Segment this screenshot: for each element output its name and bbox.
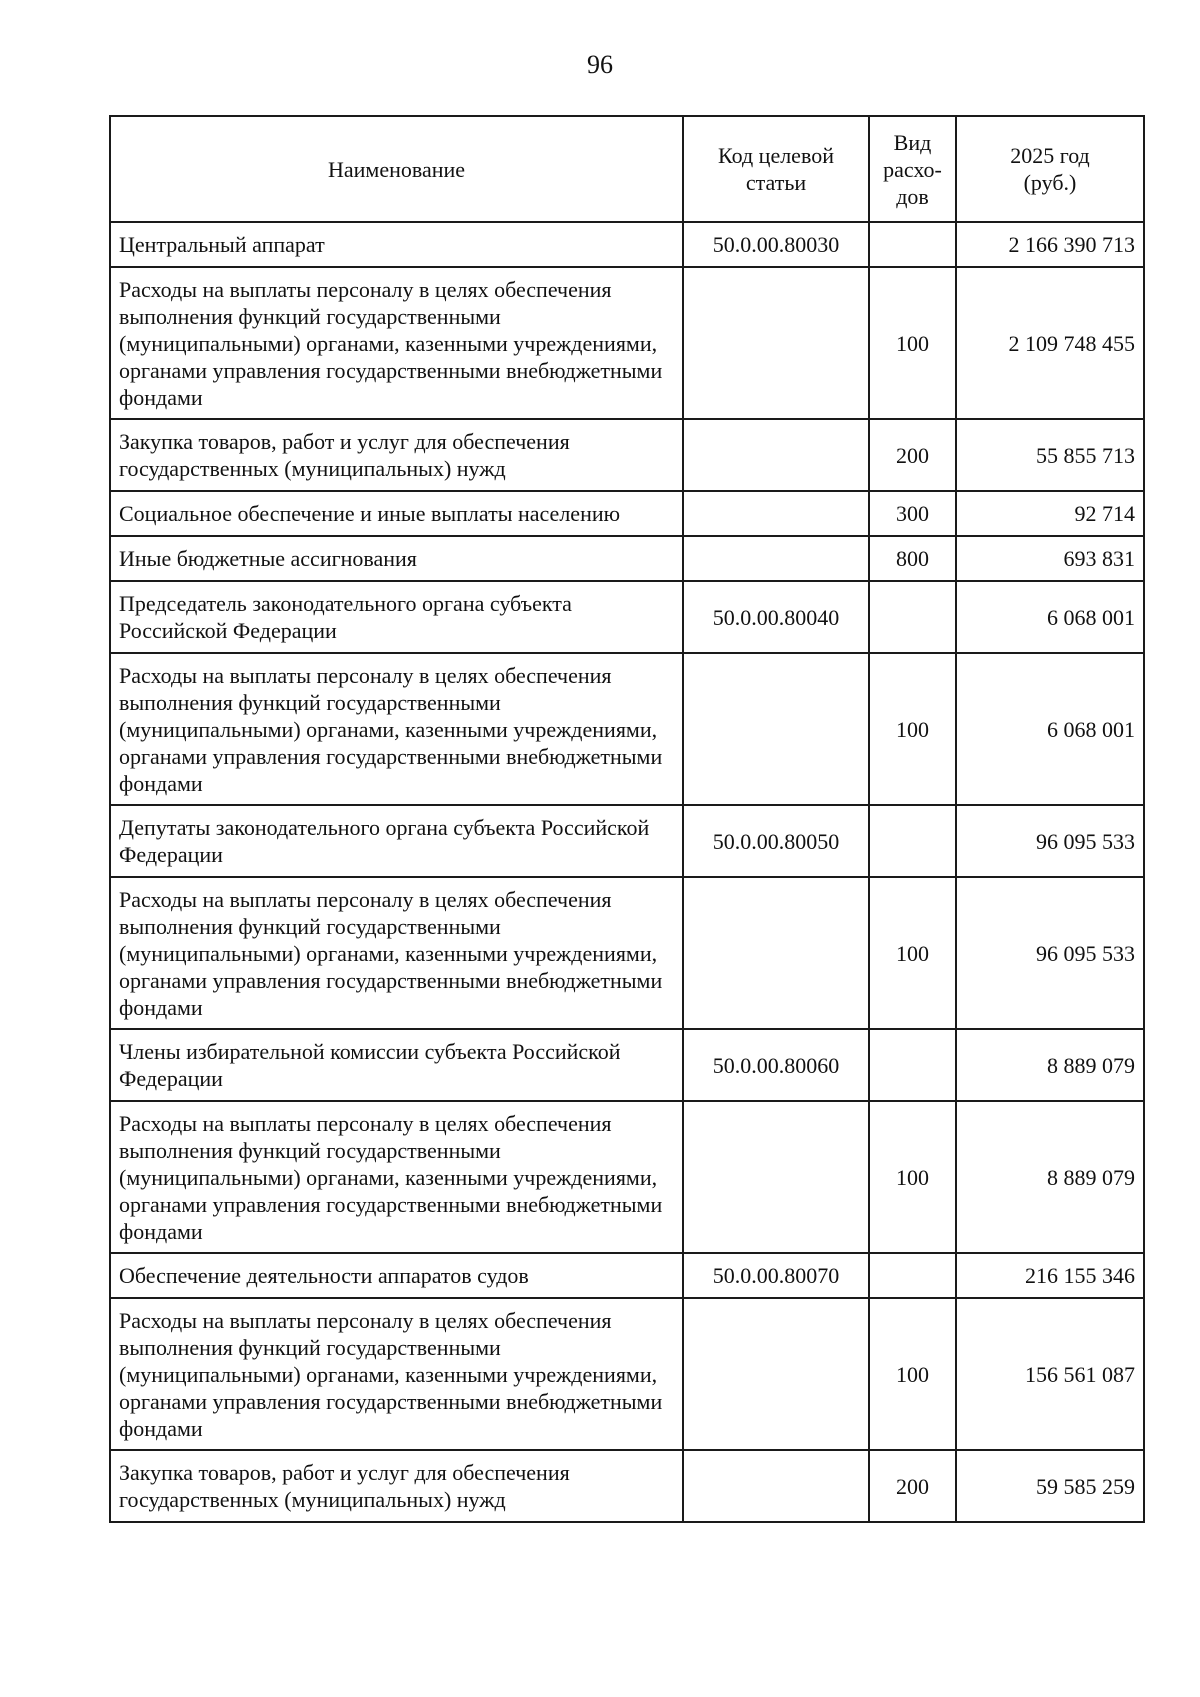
table-row [110, 1450, 1144, 1522]
cell-code [683, 419, 869, 491]
cell-type: 100 [869, 1298, 956, 1450]
cell-name: Расходы на выплаты персоналу в целях обеспечения выполнения функций государственными (муниципальными) органами, казенными учреждениями, органами управления государственными внебюджетными фондами [110, 877, 683, 1029]
cell-code [683, 267, 869, 419]
header-name: Наименование [110, 116, 683, 222]
cell-code [683, 877, 869, 1029]
cell-sum: 8 889 079 [956, 1029, 1144, 1101]
cell-type [869, 805, 956, 877]
cell-sum: 96 095 533 [956, 877, 1144, 1029]
cell-name: Члены избирательной комиссии субъекта Российской Федерации [110, 1029, 683, 1101]
cell-sum: 55 855 713 [956, 419, 1144, 491]
header-code: Код целевой статьи [683, 116, 869, 222]
cell-sum: 8 889 079 [956, 1101, 1144, 1253]
cell-type [869, 1253, 956, 1298]
cell-sum: 92 714 [956, 491, 1144, 536]
cell-name: Закупка товаров, работ и услуг для обеспечения государственных (муниципальных) нужд [110, 419, 683, 491]
cell-sum: 59 585 259 [956, 1450, 1144, 1522]
cell-code: 50.0.00.80040 [683, 581, 869, 653]
budget-table [109, 115, 1145, 1523]
cell-type: 300 [869, 491, 956, 536]
table-row [110, 1029, 1144, 1101]
table-row [110, 1298, 1144, 1450]
cell-name: Центральный аппарат [110, 222, 683, 267]
table-row [110, 491, 1144, 536]
cell-code: 50.0.00.80070 [683, 1253, 869, 1298]
cell-type: 100 [869, 267, 956, 419]
cell-name: Иные бюджетные ассигнования [110, 536, 683, 581]
cell-name: Депутаты законодательного органа субъекта Российской Федерации [110, 805, 683, 877]
cell-sum: 2 109 748 455 [956, 267, 1144, 419]
cell-type: 200 [869, 1450, 956, 1522]
table-row [110, 581, 1144, 653]
cell-code [683, 653, 869, 805]
cell-code [683, 1298, 869, 1450]
table-row [110, 1253, 1144, 1298]
header-type: Вид расхо- дов [869, 116, 956, 222]
cell-type: 100 [869, 877, 956, 1029]
page-number: 96 [587, 50, 613, 79]
cell-name: Председатель законодательного органа субъекта Российской Федерации [110, 581, 683, 653]
cell-sum: 156 561 087 [956, 1298, 1144, 1450]
table-row [110, 877, 1144, 1029]
cell-code: 50.0.00.80050 [683, 805, 869, 877]
table-row [110, 805, 1144, 877]
table-header-row [110, 116, 1144, 222]
cell-type: 800 [869, 536, 956, 581]
cell-type [869, 581, 956, 653]
cell-sum: 693 831 [956, 536, 1144, 581]
table-row [110, 653, 1144, 805]
cell-name: Обеспечение деятельности аппаратов судов [110, 1253, 683, 1298]
table-row [110, 536, 1144, 581]
cell-type: 100 [869, 1101, 956, 1253]
cell-type: 100 [869, 653, 956, 805]
cell-name: Закупка товаров, работ и услуг для обеспечения государственных (муниципальных) нужд [110, 1450, 683, 1522]
cell-type: 200 [869, 419, 956, 491]
cell-name: Социальное обеспечение и иные выплаты населению [110, 491, 683, 536]
cell-name: Расходы на выплаты персоналу в целях обеспечения выполнения функций государственными (муниципальными) органами, казенными учреждениями, органами управления государственными внебюджетными фондами [110, 1298, 683, 1450]
cell-name: Расходы на выплаты персоналу в целях обеспечения выполнения функций государственными (муниципальными) органами, казенными учреждениями, органами управления государственными внебюджетными фондами [110, 1101, 683, 1253]
table-row [110, 267, 1144, 419]
cell-code [683, 1101, 869, 1253]
cell-name: Расходы на выплаты персоналу в целях обеспечения выполнения функций государственными (муниципальными) органами, казенными учреждениями, органами управления государственными внебюджетными фондами [110, 267, 683, 419]
cell-sum: 216 155 346 [956, 1253, 1144, 1298]
cell-sum: 6 068 001 [956, 581, 1144, 653]
cell-sum: 6 068 001 [956, 653, 1144, 805]
cell-code [683, 1450, 869, 1522]
table-row [110, 222, 1144, 267]
header-sum: 2025 год (руб.) [956, 116, 1144, 222]
cell-sum: 2 166 390 713 [956, 222, 1144, 267]
cell-code: 50.0.00.80060 [683, 1029, 869, 1101]
cell-code [683, 536, 869, 581]
cell-type [869, 1029, 956, 1101]
cell-name: Расходы на выплаты персоналу в целях обеспечения выполнения функций государственными (муниципальными) органами, казенными учреждениями, органами управления государственными внебюджетными фондами [110, 653, 683, 805]
table-row [110, 1101, 1144, 1253]
cell-code [683, 491, 869, 536]
cell-type [869, 222, 956, 267]
table-row [110, 419, 1144, 491]
cell-code: 50.0.00.80030 [683, 222, 869, 267]
cell-sum: 96 095 533 [956, 805, 1144, 877]
